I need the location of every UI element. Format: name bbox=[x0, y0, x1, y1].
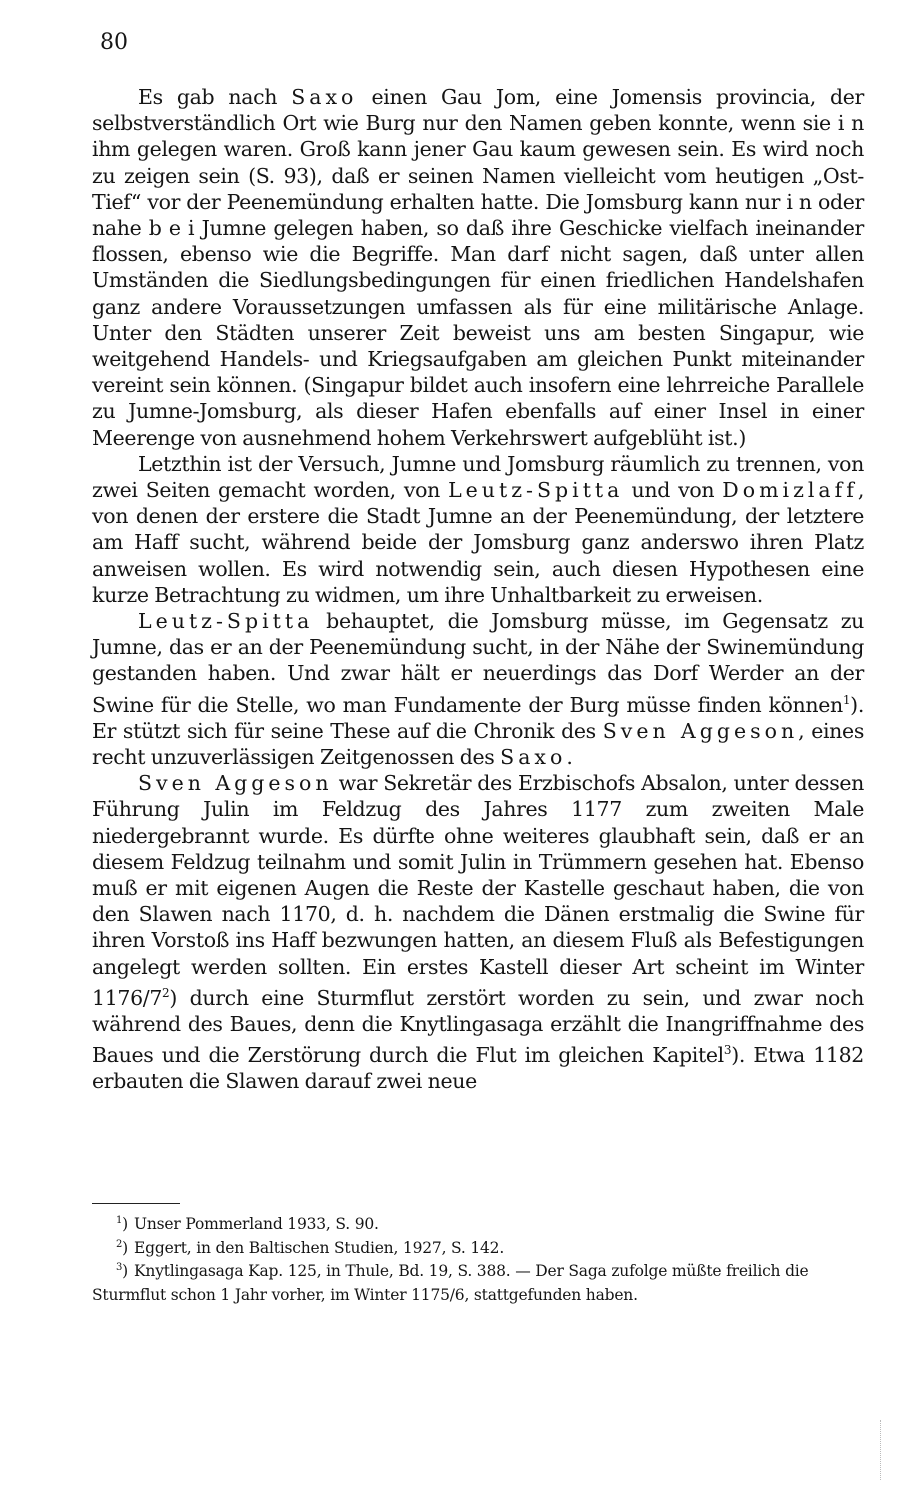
spaced-name: Sven Aggeson bbox=[602, 718, 799, 743]
footnote bbox=[92, 1213, 864, 1237]
footnote-paren: ) bbox=[122, 1215, 129, 1233]
text-run: behauptet, die Jomsburg müsse, im Gegensatz zu Jumne, das er an der Peenemündung sucht, in der Nähe der Swinemündung gestanden haben. Und zwar hält er neuerdings das Dorf Werder an der Swine für die Stelle, wo man Fundamente der Burg müsse finden können bbox=[92, 609, 864, 717]
footnote-text: Eggert, in den Baltischen Studien, 1927, S. 142. bbox=[134, 1238, 505, 1257]
page-number: 80 bbox=[100, 30, 128, 55]
footnote-number: 3 bbox=[116, 1261, 123, 1273]
footnote-number: 2 bbox=[116, 1238, 123, 1250]
text-run: einen Gau Jom, eine Jomensis provincia, der selbstverständlich Ort wie Burg nur den Namen geben konnte, wenn sie i n ihm gelegen waren. Groß kann jener Gau kaum gewesen sein. Es wird noch zu zeigen sein (S. 93), daß er seinen Namen vielleicht vom heutigen „Ost-Tief“ vor der Peenemündung erhalten hatte. Die Jomsburg kann nur i n oder nahe b e i Jumne gelegen haben, so daß ihre Geschicke vielfach ineinander flossen, ebenso wie die Begriffe. Man darf nicht sagen, daß unter allen Umständen die Siedlungsbedingungen für einen friedlichen Handelshafen ganz andere Voraussetzungen umfassen als für eine militärische Anlage. Unter den Städten unserer Zeit beweist uns am besten Singapur, wie weitgehend Handels- und Kriegsaufgaben am gleichen Punkt miteinander vereint sein können. (Singapur bildet auch insofern eine lehrreiche Parallele zu Jumne-Jomsburg, als dieser Hafen ebenfalls auf einer Insel in einer Meerenge von ausnehmend hohem Verkehrswert aufgeblüht ist.) bbox=[92, 85, 864, 450]
footnote-text: Knytlingasaga Kap. 125, in Thule, Bd. 19, S. 388. — Der Saga zufolge müßte freilich die Sturmflut schon 1 Jahr vorher, im Winter 1175/6, stattgefunden haben. bbox=[92, 1262, 809, 1304]
main-text bbox=[92, 84, 864, 1094]
footnotes bbox=[92, 1213, 864, 1307]
spaced-name: Saxo bbox=[500, 744, 567, 769]
text-run: Es gab nach bbox=[138, 85, 292, 109]
text-run: und von bbox=[623, 478, 723, 503]
text-run: ). Etwa 1182 erbauten die Slawen darauf zwei neue bbox=[92, 1042, 864, 1093]
text-run: . bbox=[566, 744, 573, 769]
footnote-marker: 3 bbox=[723, 1042, 732, 1057]
spaced-name: Leutz-Spitta bbox=[448, 478, 624, 503]
scan-margin-mark bbox=[880, 1420, 889, 1480]
text-run: ). Er stützt sich für seine These auf die Chronik des bbox=[92, 692, 864, 743]
spaced-name: Leutz-Spitta bbox=[138, 609, 314, 634]
text-run: , von denen der erstere die Stadt Jumne an der Peenemündung, der letztere am Haff sucht, während beide der Jomsburg ganz anderswo ihren Platz anweisen wollen. Es wird notwendig sein, auch diesen Hypothesen eine kurze Betrachtung zu widmen, um ihre Unhaltbarkeit zu erweisen. bbox=[92, 478, 864, 607]
spaced-name: Domizlaff bbox=[722, 478, 858, 503]
footnote-marker: 2 bbox=[162, 985, 170, 1000]
text-run: war Sekretär des Erzbischofs Absalon, unter dessen Führung Julin im Feldzug des Jahres 1177 zum zweiten Male niedergebrannt wurde. Es dürfte ohne weiteres glaubhaft sein, daß er an diesem Feldzug teilnahm und somit Julin in Trümmern gesehen hat. Ebenso muß er mit eigenen Augen die Reste der Kastelle geschaut haben, die von den Slawen nach 1170, d. h. nachdem die Dänen erstmalig die Swine für ihren Vorstoß ins Haff bezwungen hatten, an diesem Fluß als Befestigungen angelegt werden sollten. Ein erstes Kastell dieser Art scheint im Winter 1176/7 bbox=[92, 771, 864, 1010]
text-run: ) durch eine Sturmflut zerstört worden zu sein, und zwar noch während des Baues, denn die Knytlingasaga erzählt die Inangriffnahme des Baues und die Zerstörung durch die Flut im gleichen Kapitel bbox=[92, 985, 864, 1067]
footnote bbox=[92, 1237, 864, 1261]
footnote-marker: 1 bbox=[842, 692, 851, 707]
footnote-paren: ) bbox=[122, 1238, 129, 1257]
paragraph bbox=[92, 84, 864, 451]
paragraph bbox=[92, 451, 864, 608]
footnote bbox=[92, 1260, 864, 1307]
spaced-name: Saxo bbox=[291, 85, 358, 109]
footnote-text: Unser Pommerland 1933, S. 90. bbox=[134, 1215, 379, 1233]
footnote-separator bbox=[92, 1203, 180, 1204]
spaced-name: Sven Aggeson bbox=[138, 771, 333, 796]
footnote-number: 1 bbox=[116, 1214, 123, 1226]
paragraph bbox=[92, 608, 864, 770]
text-run: Letzthin ist der Versuch, Jumne und Jomsburg räumlich zu trennen, von zwei Seiten gemacht worden, von bbox=[92, 451, 864, 503]
paragraph bbox=[92, 770, 864, 1094]
text-run: , eines recht unzuverlässigen Zeitgenossen des bbox=[92, 718, 864, 769]
footnote-paren: ) bbox=[122, 1262, 129, 1280]
